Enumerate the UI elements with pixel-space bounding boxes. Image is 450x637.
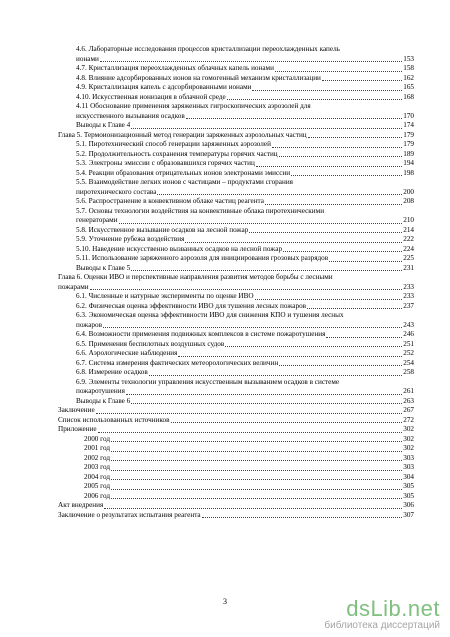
- toc-entry-5-8[interactable]: 5.8. Искусственное вызывание осадков на лесной пожар 214: [76, 225, 414, 234]
- page-number: 3: [223, 597, 227, 606]
- toc-entry-5-9[interactable]: 5.9. Уточнение рубежа воздействия 222: [76, 235, 414, 243]
- toc-entry-6-2[interactable]: 6.2. Физическая оценка эффективности ИВО для тушения лесных пожаров 237: [76, 301, 414, 310]
- toc-entry-4-7[interactable]: 4.7. Кристаллизация переохлажденных облачных капель ионами 158: [76, 64, 414, 72]
- toc-entry-6-4[interactable]: 6.4. Возможности применения подвижных комплексов в системе пожаротушения 246: [76, 330, 414, 338]
- toc-entry-conclusions-4[interactable]: Выводы к Главе 4 174: [76, 121, 414, 129]
- toc-year-2004[interactable]: 2004 год 304: [84, 472, 414, 481]
- toc-entry-4-6-cont[interactable]: ионами 153: [76, 54, 414, 63]
- toc-entry-4-11: 4.11 Обоснование применения заряженных гигроскопических аэрозолей для: [76, 102, 311, 110]
- toc-year-2005[interactable]: 2005 год 305: [84, 482, 414, 490]
- watermark-subtitle: библиотека диссертаций: [324, 620, 440, 631]
- toc-entry-5-11[interactable]: 5.11. Использование заряженного аэрозоля для инициирования грозовых разрядов 225: [76, 254, 414, 262]
- toc-appendix[interactable]: Приложение 302: [58, 425, 414, 433]
- toc-references[interactable]: Список использованных источников 272: [58, 415, 414, 424]
- toc-entry-5-2[interactable]: 5.2. Продолжительность сохранения температуры горячих частиц 189: [76, 149, 414, 158]
- toc-conclusion[interactable]: Заключение 267: [58, 406, 414, 414]
- toc-entry-conclusions-6[interactable]: Выводы к Главе 6 263: [76, 396, 414, 405]
- toc-year-2003[interactable]: 2003 год 303: [84, 463, 414, 471]
- toc-reagent-test-conclusion[interactable]: Заключение о результатах испытания реагента 307: [58, 510, 414, 519]
- toc-year-2006[interactable]: 2006 год 305: [84, 491, 414, 500]
- toc-entry-6-6[interactable]: 6.6. Аэрологические наблюдения 252: [76, 349, 414, 357]
- toc-year-2000[interactable]: 2000 год 302: [84, 434, 414, 443]
- toc-entry-5-6[interactable]: 5.6. Распространение в конвективном облаке частиц реагента 208: [76, 197, 414, 205]
- watermark: [324, 596, 440, 631]
- toc-implementation-act[interactable]: Акт внедрения 306: [58, 501, 414, 509]
- watermark-logo: dsLib.net: [346, 596, 440, 621]
- toc-entry-4-10[interactable]: 4.10. Искусственная ионизация в облачной среде 168: [76, 92, 414, 101]
- toc-entry-5-5-cont[interactable]: пиротехнического состава 200: [76, 187, 414, 196]
- toc-entry-5-3[interactable]: 5.3. Электроны эмиссии с образовавшихся горячих частиц 194: [76, 159, 414, 167]
- toc-entry-6-9: 6.9. Элементы технологии управления искусственным вызыванием осадков в системе: [76, 377, 340, 386]
- toc-entry-5-5: 5.5. Взаимодействие легких ионов с частицами – продуктами сгорания: [76, 178, 293, 186]
- table-of-contents: [58, 45, 414, 520]
- toc-entry-4-6: 4.6. Лабораторные исследования процессов кристаллизации переохлажденных капель: [76, 45, 340, 53]
- toc-chapter-5[interactable]: Глава 5. Термоионизационный метод генерации заряженных аэрозольных частиц 179: [58, 130, 414, 139]
- toc-entry-4-8[interactable]: 4.8. Влияние адсорбированных ионов на гомогенный механизм кристаллизации 162: [76, 73, 414, 82]
- toc-entry-6-5[interactable]: 6.5. Применения беспилотных воздушных судов 251: [76, 339, 414, 348]
- toc-year-2002[interactable]: 2002 год 303: [84, 453, 414, 462]
- toc-entry-6-9-cont[interactable]: пожаротушения 261: [76, 387, 414, 395]
- toc-entry-5-10[interactable]: 5.10. Наведение искусственно вызванных осадков на лесной пожар 224: [76, 244, 414, 253]
- toc-entry-6-8[interactable]: 6.8. Измерение осадков 258: [76, 368, 414, 376]
- toc-entry-5-7: 5.7. Основы технологии воздействия на конвективные облака пиротехническими: [76, 206, 325, 215]
- toc-chapter-6-cont[interactable]: пожарами 233: [58, 282, 414, 291]
- toc-entry-5-1[interactable]: 5.1. Пиротехнический способ генерации заряженных аэрозолей 179: [76, 140, 414, 148]
- toc-entry-6-3-cont[interactable]: пожаров 243: [76, 320, 414, 329]
- toc-entry-6-1[interactable]: 6.1. Численные и натурные эксперименты по оценке ИВО 233: [76, 292, 414, 300]
- toc-chapter-6: Глава 6. Оценки ИВО и перспективные направления развития методов борьбы с лесными: [58, 273, 333, 281]
- toc-entry-6-7[interactable]: 6.7. Система измерения фактических метеорологических величин 254: [76, 358, 414, 367]
- toc-entry-conclusions-5[interactable]: Выводы к Главе 5 231: [76, 263, 414, 272]
- toc-entry-5-4[interactable]: 5.4. Реакции образования отрицательных ионов электронами эмиссии 198: [76, 168, 414, 177]
- toc-entry-4-9[interactable]: 4.9. Кристаллизация капель с адсорбированными ионами 165: [76, 83, 414, 91]
- toc-entry-5-7-cont[interactable]: генераторами 210: [76, 216, 414, 224]
- toc-year-2001[interactable]: 2001 год 302: [84, 444, 414, 452]
- toc-entry-6-3: 6.3. Экономическая оценка эффективности ИВО для снижения КПО и тушения лесных: [76, 311, 344, 319]
- toc-entry-4-11-cont[interactable]: искусственного вызывания осадков 170: [76, 111, 414, 120]
- page-ref: 153: [403, 54, 414, 63]
